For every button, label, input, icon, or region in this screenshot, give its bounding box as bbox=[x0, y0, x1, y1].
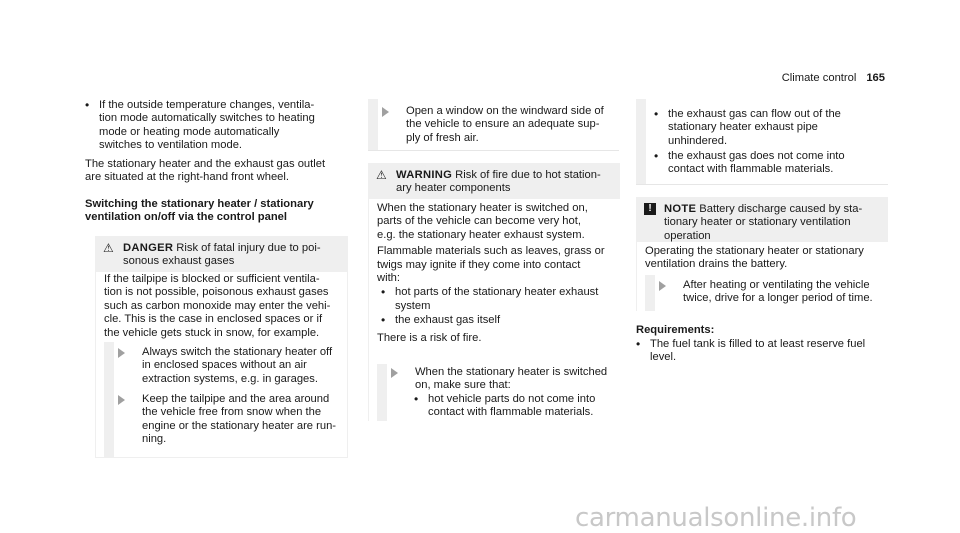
list-item bbox=[636, 338, 886, 365]
list-item bbox=[654, 150, 884, 177]
bullet-icon: • bbox=[85, 98, 90, 112]
bullet-icon: • bbox=[414, 392, 419, 406]
bullet-icon: • bbox=[654, 149, 659, 163]
note-title: Battery discharge caused by sta- tionary heater or stationary ventilation operation bbox=[664, 203, 863, 242]
warning-panel bbox=[368, 163, 620, 421]
bullet-text: the exhaust gas can flow out of the stationary heater exhaust pipe unhindered. bbox=[668, 108, 841, 147]
instruction-step bbox=[114, 346, 344, 386]
note-panel bbox=[636, 197, 888, 311]
list-item bbox=[654, 108, 884, 148]
warning-body: There is a risk of fire. bbox=[377, 331, 482, 344]
step-text: Always switch the stationary heater off in enclosed spaces without an air extraction systems, e.g. in garages. bbox=[142, 346, 333, 385]
bullet-text: the exhaust gas itself bbox=[395, 314, 501, 327]
exclamation-icon: ! bbox=[644, 203, 656, 215]
warning-triangle-icon: ⚠ bbox=[103, 241, 114, 255]
warning-triangle-icon: ⚠ bbox=[376, 168, 387, 182]
requirements-heading: Requirements: bbox=[636, 324, 715, 336]
bullet-icon: • bbox=[654, 107, 659, 121]
danger-body: If the tailpipe is blocked or sufficient ventila- tion is not possible, poisonous exhaust gases such as carbon monoxide may enter the vehi- cle. This is the case in enclosed spaces or if the vehicle gets stuck in snow, for example. bbox=[104, 273, 331, 339]
watermark: carmanualsonline.info bbox=[575, 503, 857, 533]
step-arrow-icon bbox=[391, 368, 405, 378]
list-item bbox=[85, 99, 350, 153]
bullet-icon: • bbox=[381, 313, 386, 328]
danger-title: Risk of fatal injury due to poi- sonous exhaust gases bbox=[123, 242, 321, 268]
bullet-text: The fuel tank is filled to at least reserve fuel level. bbox=[650, 338, 866, 364]
paragraph: The stationary heater and the exhaust gas outlet are situated at the right-hand front wheel. bbox=[85, 158, 326, 184]
section-heading: Switching the stationary heater / stationary ventilation on/off via the control panel bbox=[85, 198, 314, 224]
instruction-step bbox=[114, 393, 344, 447]
page-header bbox=[735, 72, 885, 85]
bullet-text: If the outside temperature changes, ventila- tion mode automatically switches to heating mode or heating mode automatically switches to ventilation mode. bbox=[99, 99, 315, 152]
step-arrow-icon bbox=[118, 348, 132, 358]
instruction-step bbox=[387, 366, 617, 393]
instruction-step bbox=[378, 105, 618, 145]
bullet-icon: • bbox=[636, 337, 641, 351]
bullet-text: hot parts of the stationary heater exhaust system bbox=[395, 286, 599, 312]
bullet-icon: • bbox=[381, 285, 386, 300]
list-item bbox=[414, 393, 614, 420]
note-body: Operating the stationary heater or stationary ventilation drains the battery. bbox=[645, 245, 864, 271]
danger-keyword: DANGER bbox=[123, 242, 174, 254]
warning-body: When the stationary heater is switched on, parts of the vehicle can become very hot, e.g. the stationary heater exhaust system. bbox=[377, 202, 588, 241]
step-arrow-icon bbox=[118, 395, 132, 405]
bullet-text: the exhaust gas does not come into contact with flammable materials. bbox=[668, 150, 845, 176]
warning-body: Flammable materials such as leaves, grass or twigs may ignite if they come into contact with: bbox=[377, 245, 605, 285]
step-arrow-icon bbox=[382, 107, 396, 117]
bullet-text: hot vehicle parts do not come into contact with flammable materials. bbox=[428, 393, 596, 419]
step-arrow-icon bbox=[659, 281, 673, 291]
note-keyword: NOTE bbox=[664, 203, 697, 215]
page-number: 165 bbox=[866, 72, 885, 84]
warning-keyword: WARNING bbox=[396, 169, 453, 181]
step-text: Open a window on the windward side of the vehicle to ensure an adequate sup- ply of fresh air. bbox=[406, 105, 604, 144]
step-text: Keep the tailpipe and the area around the vehicle free from snow when the engine or the stationary heater are run- ning. bbox=[142, 393, 337, 446]
section-title: Climate control bbox=[781, 72, 857, 84]
list-item bbox=[369, 285, 620, 313]
list-item bbox=[369, 313, 620, 327]
step-text: When the stationary heater is switched on, make sure that: bbox=[415, 366, 608, 392]
instruction-step bbox=[655, 279, 885, 306]
step-text: After heating or ventilating the vehicle twice, drive for a longer period of time. bbox=[683, 279, 873, 305]
danger-panel bbox=[95, 236, 348, 458]
warning-title: Risk of fire due to hot station- ary heater components bbox=[396, 169, 601, 195]
